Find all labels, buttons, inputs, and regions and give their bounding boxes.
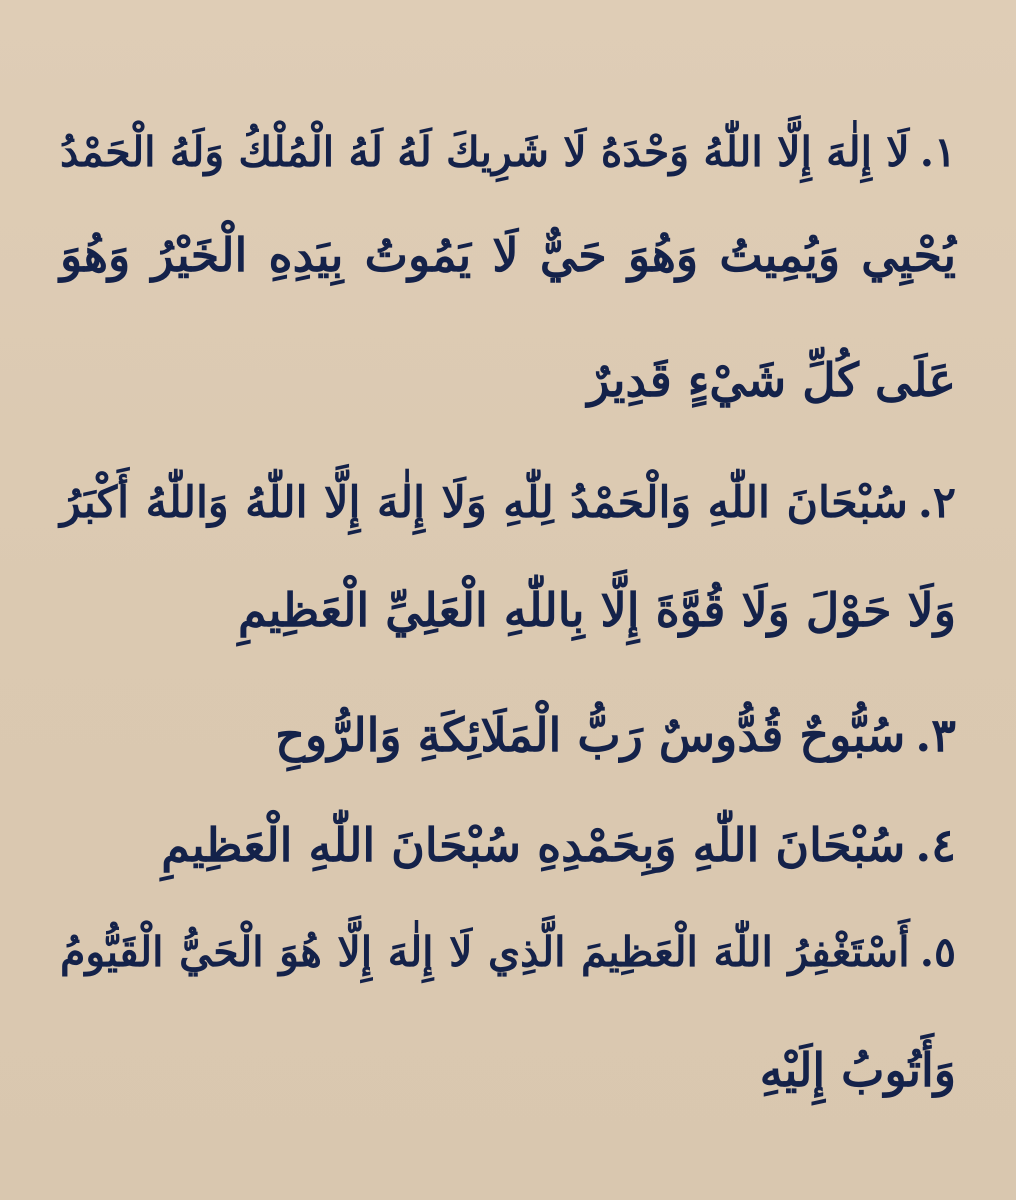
item-5-text-1: أَسْتَغْفِرُ اللّٰهَ الْعَظِيمَ الَّذِي لَا إِلٰهَ إِلَّا هُوَ الْحَيُّ الْقَيُّومُ bbox=[60, 928, 910, 976]
item-4-number: ٤. bbox=[915, 818, 956, 872]
item-1-line-3 bbox=[587, 355, 956, 406]
item-1-text-2: يُحْيِي وَيُمِيتُ وَهُوَ حَيٌّ لَا يَمُوتُ بِيَدِهِ الْخَيْرُ وَهُوَ bbox=[60, 228, 956, 282]
item-5-number: ٥. bbox=[919, 928, 956, 976]
item-1-line-2 bbox=[60, 230, 956, 281]
item-3-number: ٣. bbox=[915, 708, 956, 762]
item-1-text-1: لَا إِلٰهَ إِلَّا اللّٰهُ وَحْدَهُ لَا شَرِيكَ لَهُ لَهُ الْمُلْكُ وَلَهُ الْحَمْدُ bbox=[60, 128, 910, 176]
item-2-line-1 bbox=[60, 480, 956, 527]
item-5-line-1 bbox=[60, 930, 956, 975]
item-2-text-2: وَلَا حَوْلَ وَلَا قُوَّةَ إِلَّا بِاللّٰهِ الْعَلِيِّ الْعَظِيمِ bbox=[238, 583, 956, 637]
item-1-text-3: عَلَى كُلِّ شَيْءٍ قَدِيرٌ bbox=[587, 353, 956, 407]
item-5-line-2 bbox=[760, 1045, 956, 1096]
item-3-line-1 bbox=[275, 710, 956, 761]
item-4-line-1 bbox=[161, 820, 956, 871]
item-2-number: ٢. bbox=[917, 478, 956, 528]
item-2-line-2 bbox=[238, 585, 956, 636]
item-1-number: ١. bbox=[919, 128, 956, 176]
item-5-text-2: وَأَتُوبُ إِلَيْهِ bbox=[759, 1043, 956, 1097]
item-3-text-1: سُبُّوحٌ قُدُّوسٌ رَبُّ الْمَلَائِكَةِ وَالرُّوحِ bbox=[275, 708, 906, 762]
item-1-line-1 bbox=[60, 130, 956, 175]
item-2-text-1: سُبْحَانَ اللّٰهِ وَالْحَمْدُ لِلّٰهِ وَلَا إِلٰهَ إِلَّا اللّٰهُ وَاللّٰهُ أَكْبَرُ bbox=[60, 478, 908, 528]
item-4-text-1: سُبْحَانَ اللّٰهِ وَبِحَمْدِهِ سُبْحَانَ اللّٰهِ الْعَظِيمِ bbox=[161, 818, 906, 872]
